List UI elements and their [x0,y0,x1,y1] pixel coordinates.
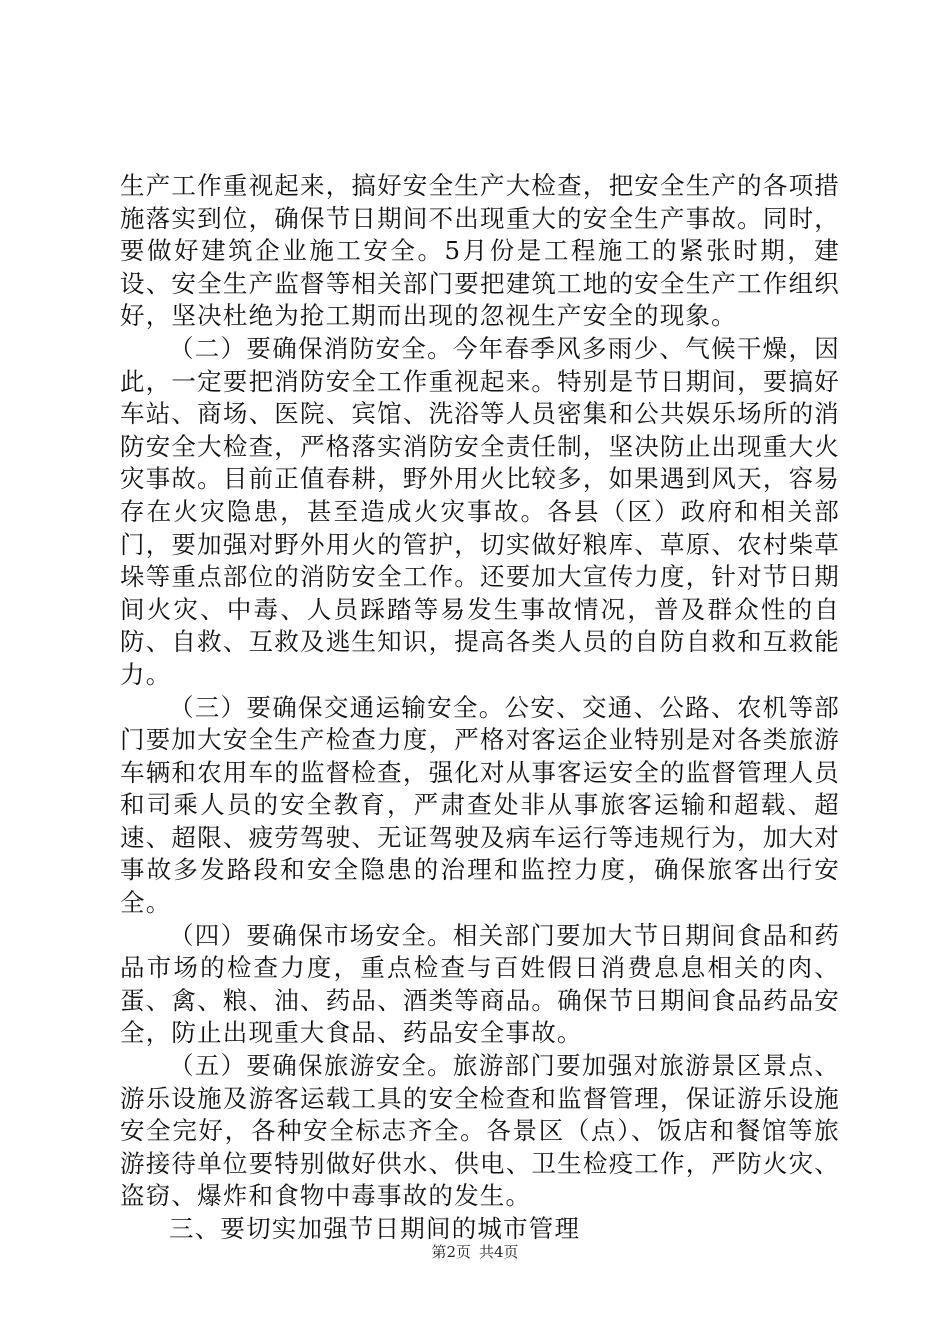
page-number: 第2页 [431,1243,471,1261]
document-body [120,170,840,1246]
page-total: 共4页 [479,1243,519,1261]
paragraph-fire-safety: （二）要确保消防安全。今年春季风多雨少、气候干燥，因此，一定要把消防安全工作重视起来。特别是节日期间，要搞好车站、商场、医院、宾馆、洗浴等人员密集和公共娱乐场所的消防安全大检查，严格落实消防安全责任制，坚决防止出现重大火灾事故。目前正值春耕，野外用火比较多，如果遇到风天，容易存在火灾隐患，甚至造成火灾事故。各县（区）政府和相关部门，要加强对野外用火的管护，切实做好粮库、草原、农村柴草垛等重点部位的消防安全工作。还要加大宣传力度，针对节日期间火灾、中毒、人员踩踏等易发生事故情况，普及群众性的自防、自救、互救及逃生知识，提高各类人员的自防自救和互救能力。 [120,333,840,689]
paragraph-continued: 生产工作重视起来，搞好安全生产大检查，把安全生产的各项措施落实到位，确保节日期间不出现重大的安全生产事故。同时，要做好建筑企业施工安全。5月份是工程施工的紧张时期，建设、安全生产监督等相关部门要把建筑工地的安全生产工作组织好，坚决杜绝为抢工期而出现的忽视生产安全的现象。 [120,171,840,331]
paragraph-traffic-safety: （三）要确保交通运输安全。公安、交通、公路、农机等部门要加大安全生产检查力度，严格对客运企业特别是对各类旅游车辆和农用车的监督检查，强化对从事客运安全的监督管理人员和司乘人员的安全教育，严肃查处非从事旅客运输和超载、超速、超限、疲劳驾驶、无证驾驶及病车运行等违规行为，加大对事故多发路段和安全隐患的治理和监控力度，确保旅客出行安全。 [120,692,840,918]
paragraph-market-safety: （四）要确保市场安全。相关部门要加大节日期间食品和药品市场的检查力度，重点检查与百姓假日消费息息相关的肉、蛋、禽、粮、油、药品、酒类等商品。确保节日期间食品药品安全，防止出现重大食品、药品安全事故。 [120,920,840,1048]
paragraph-tourism-safety: （五）要确保旅游安全。旅游部门要加强对旅游景区景点、游乐设施及游客运载工具的安全检查和监督管理，保证游乐设施安全完好，各种安全标志齐全。各景区（点）、饭店和餐馆等旅游接待单位要特别做好供水、供电、卫生检疫工作，严防火灾、盗窃、爆炸和食物中毒事故的发生。 [120,1051,840,1211]
page-footer [0,1241,950,1262]
section-heading: 三、要切实加强节日期间的城市管理 [169,1214,581,1243]
